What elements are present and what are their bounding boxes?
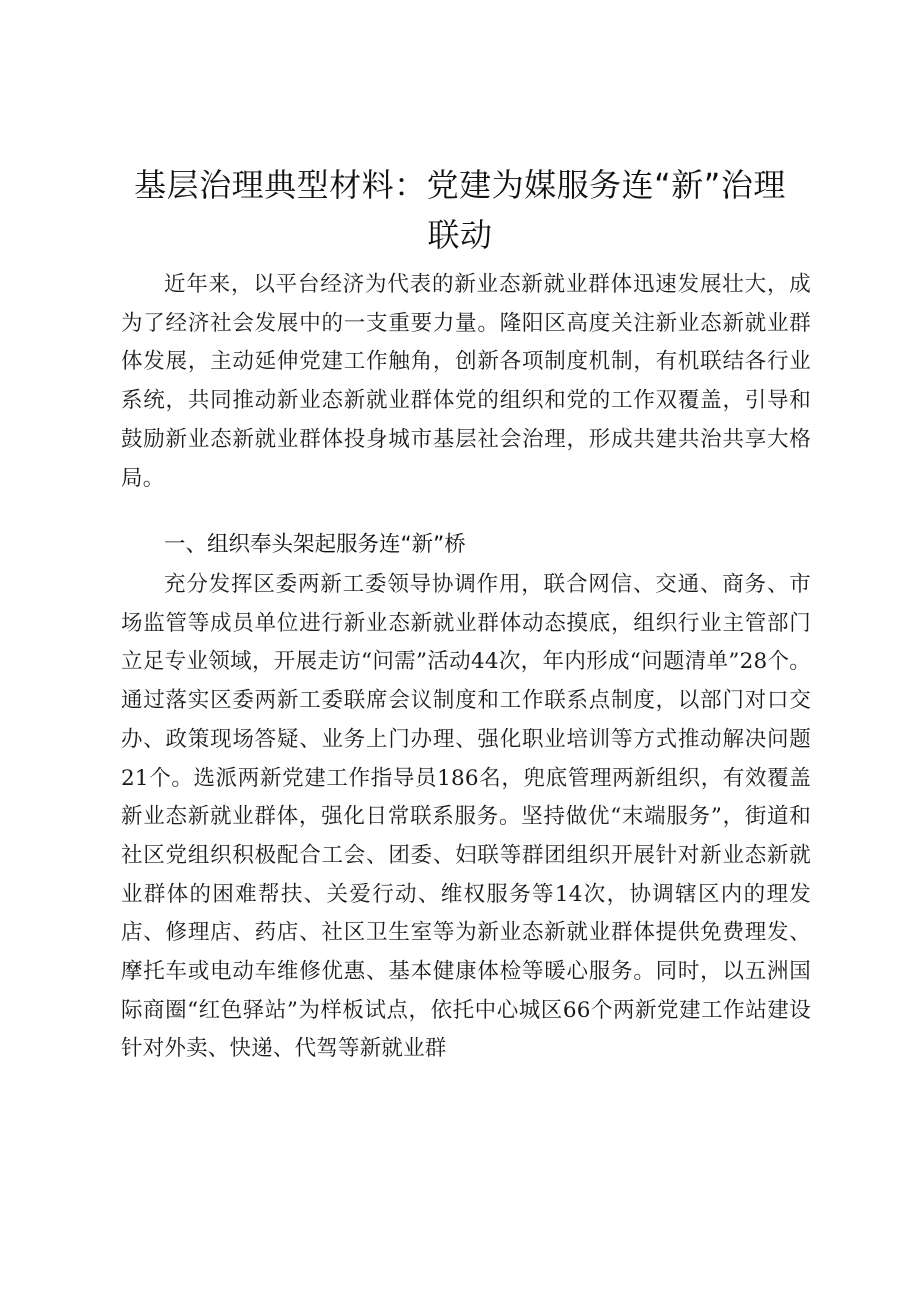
section-paragraph: 充分发挥区委两新工委领导协调作用，联合网信、交通、商务、市场监管等成员单位进行新业态新就业群体动态摸底，组织行业主管部门立足专业领域，开展走访“问需”活动44次，年内形成“问题清单”28个。通过落实区委两新工委联席会议制度和工作联系点制度，以部门对口交办、政策现场答疑、业务上门办理、强化职业培训等方式推动解决问题21个。选派两新党建工作指导员186名，兜底管理两新组织，有效覆盖新业态新就业群体，强化日常联系服务。坚持做优“末端服务”，街道和社区党组织积极配合工会、团委、妇联等群团组织开展针对新业态新就业群体的困难帮扶、关爱行动、维权服务等14次，协调辖区内的理发店、修理店、药店、社区卫生室等为新业态新就业群体提供免费理发、摩托车或电动车维修优惠、基本健康体检等暖心服务。同时，以五洲国际商圈“红色驿站”为样板试点，依托中心城区66个两新党建工作站建设针对外卖、快递、代驾等新就业群 (121, 572, 811, 1062)
section-heading: 一、组织奉头架起服务连“新”桥 (164, 532, 466, 557)
document-title: 基层治理典型材料：党建为媒服务连“新”治理联动 (134, 166, 786, 254)
intro-paragraph: 近年来，以平台经济为代表的新业态新就业群体迅速发展壮大，成为了经济社会发展中的一支重要力量。隆阳区高度关注新业态新就业群体发展，主动延伸党建工作触角，创新各项制度机制，有机联结各行业系统，共同推动新业态新就业群体党的组织和党的工作双覆盖，引导和鼓励新业态新就业群体投身城市基层社会治理，形成共建共治共享大格局。 (121, 272, 811, 491)
